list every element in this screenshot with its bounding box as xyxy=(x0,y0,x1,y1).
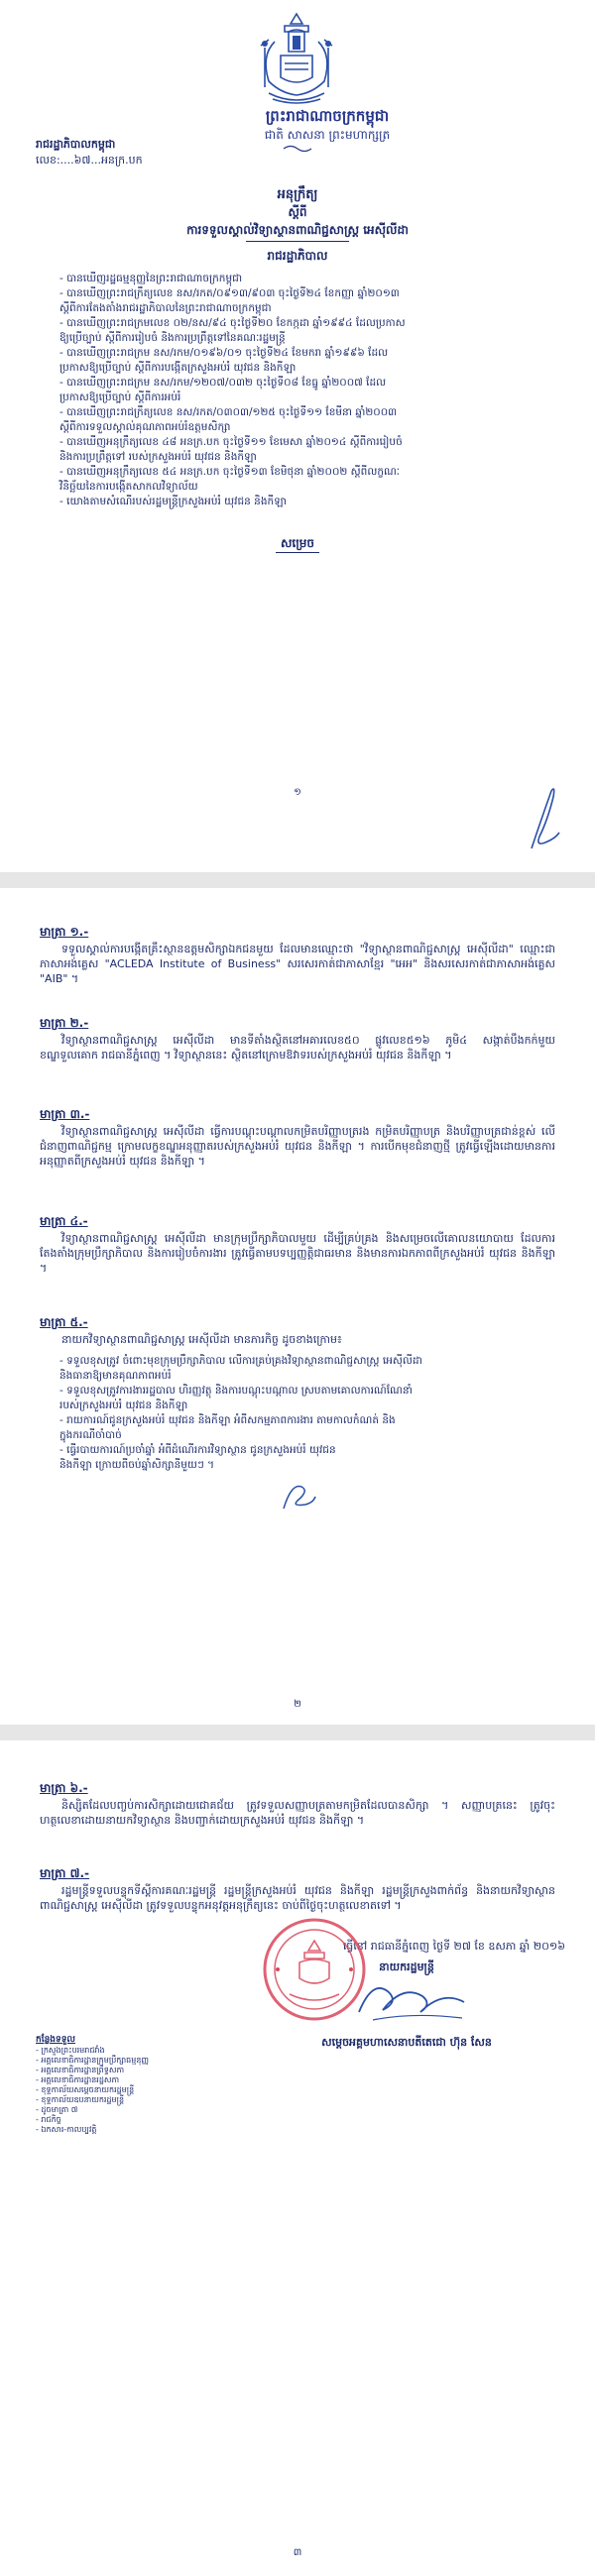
article-body: និស្សិតដែលបញ្ចប់ការសិក្សាដោយជោគជ័យ ត្រូវទទួលសញ្ញាបត្រតាមកម្រិតដែលបានសិក្សា ។ សញ្ញាបត្រនេះ ត្រូវចុះហត្ថលេខាដោយនាយកវិទ្យាស្ថាន និងបញ្ជាក់ដោយក្រសួងអប់រំ យុវជន និងកីឡា ។ xyxy=(40,1799,555,1827)
issuer-heading: រាជរដ្ឋាភិបាល xyxy=(267,249,328,263)
document-type: អនុក្រឹត្យ xyxy=(277,187,318,202)
issuing-body: រាជរដ្ឋាភិបាលកម្ពុជា xyxy=(36,138,116,151)
consideration-line: វិនិច្ឆ័យនៃការបង្កើតសាកលវិទ្យាល័យ xyxy=(60,481,198,493)
article-4 xyxy=(40,1213,555,1276)
royal-coat-of-arms-icon xyxy=(245,8,348,107)
duty-line: - រាយការណ៍ជូនក្រសួងអប់រំ យុវជន និងកីឡា អំពីសកម្មភាពការងារ តាមកាលកំណត់ និង xyxy=(60,1414,396,1426)
cc-title: កន្លែងទទួល xyxy=(36,2035,75,2045)
article-heading: មាត្រា ១.- xyxy=(40,925,89,939)
cc-item: - ដូចមាត្រា ៧ xyxy=(36,2105,78,2114)
article-1 xyxy=(40,924,555,986)
page-number: ១ xyxy=(294,787,301,798)
initials-signature-icon xyxy=(526,783,561,854)
director-duties-list xyxy=(60,1354,555,1473)
consideration-line: ប្រកាសឱ្យប្រើច្បាប់ ស្តីពីការបង្កើតក្រសួងអប់រំ យុវជន និងកីឡា xyxy=(60,362,297,374)
duty-line: របស់ក្រសួងអប់រំ យុវជន និងកីឡា xyxy=(60,1400,188,1411)
article-body: នាយកវិទ្យាស្ថានពាណិជ្ជសាស្ត្រ អេស៊ីលីដា មានភារកិច្ច ដូចខាងក្រោម៖ xyxy=(61,1333,342,1346)
ornament-divider-icon xyxy=(282,144,313,154)
consideration-line: - បានឃើញព្រះរាជក្រមលេខ ០២/នស/៩៤ ចុះថ្ងៃទី២០ ខែកក្កដា ឆ្នាំ១៩៩៤ ដែលប្រកាស xyxy=(60,317,406,329)
duty-line: និងធានាឱ្យមានគុណភាពអប់រំ xyxy=(60,1370,172,1382)
article-3 xyxy=(40,1106,555,1169)
duty-line: - ទទួលខុសត្រូវការងាររដ្ឋបាល ហិរញ្ញវត្ថុ និងការបណ្តុះបណ្តាល ស្របតាមគោលការណ៍ណែនាំ xyxy=(60,1385,413,1397)
consideration-line: និងការប្រព្រឹត្តទៅ របស់ក្រសួងអប់រំ យុវជន និងកីឡា xyxy=(60,451,257,463)
article-heading: មាត្រា ៦.- xyxy=(40,1781,88,1795)
consideration-line: - បានឃើញអនុក្រឹត្យលេខ ៥៤ អនក្រ.បក ចុះថ្ងៃទី១៣ ខែមិថុនា ឆ្នាំ២០០២ ស្តីពីលក្ខណៈ xyxy=(60,466,401,478)
consideration-line: ប្រកាសឱ្យប្រើច្បាប់ ស្តីពីការអប់រំ xyxy=(60,392,181,403)
page-number: ២ xyxy=(294,1699,301,1710)
consideration-line: - យោងតាមសំណើរបស់រដ្ឋមន្ត្រីក្រសួងអប់រំ យុវជន និងកីឡា xyxy=(60,496,287,507)
decision-underline xyxy=(276,552,319,553)
national-motto: ជាតិ សាសនា ព្រះមហាក្សត្រ xyxy=(264,128,391,142)
cc-list xyxy=(36,2034,234,2135)
consideration-line: - បានឃើញព្រះរាជក្រម នស/រកម/០១៩៦/០១ ចុះថ្ងៃទី២៤ ខែមករា ឆ្នាំ១៩៩៦ ដែល xyxy=(60,347,389,359)
initials-signature-icon xyxy=(280,1479,319,1514)
article-body: វិទ្យាស្ថានពាណិជ្ជសាស្ត្រ អេស៊ីលីដា ធ្វើការបណ្តុះបណ្តាលកម្រិតបរិញ្ញាបត្ររង កម្រិតបរិញ្ញាបត្រ និងបរិញ្ញាបត្រជាន់ខ្ពស់ លើជំនាញពាណិជ្ជកម្ម ក្រោមលក្ខខណ្ឌអនុញ្ញាតរបស់ក្រសួងអប់រំ យុវជន និងកីឡា ។ ការបើកមុខជំនាញថ្មី ត្រូវធ្វើឡើងដោយមានការអនុញ្ញាតពីក្រសួងអប់រំ យុវជន និងកីឡា ។ xyxy=(40,1125,555,1168)
consideration-line: - បានឃើញរដ្ឋធម្មនុញ្ញនៃព្រះរាជាណាចក្រកម្ពុជា xyxy=(60,273,243,284)
cc-item: - អគ្គលេខាធិការដ្ឋានរដ្ឋសភា xyxy=(36,2075,120,2084)
article-heading: មាត្រា ៥.- xyxy=(40,1315,88,1329)
consideration-line: - បានឃើញព្រះរាជក្រឹត្យលេខ នស/រកត/០៣០៣/១២៥ ចុះថ្ងៃទី១១ ខែមីនា ឆ្នាំ២០០៣ xyxy=(60,406,398,418)
document-page-3 xyxy=(0,1740,595,2576)
cc-item: - អគ្គលេខាធិការដ្ឋានព្រឹទ្ធសភា xyxy=(36,2066,125,2074)
consideration-line: ស្តីពីការតែងតាំងរាជរដ្ឋាភិបាលនៃព្រះរាជាណាចក្រកម្ពុជា xyxy=(60,302,272,314)
article-body: វិទ្យាស្ថានពាណិជ្ជសាស្ត្រ អេស៊ីលីដា មានក្រុមប្រឹក្សាភិបាលមួយ ដើម្បីគ្រប់គ្រង និងសម្រេចលើគោលនយោបាយ ដែលការតែងតាំងក្រុមប្រឹក្សាភិបាល និងការរៀបចំការងារ ត្រូវធ្វើតាមបទប្បញ្ញត្តិជាធរមាន និងមានការឯកភាពពីក្រសួងអប់រំ យុវជន និងកីឡា ។ xyxy=(40,1232,555,1275)
page-number: ៣ xyxy=(293,2547,302,2558)
prime-minister-signature-icon xyxy=(353,1972,472,2028)
document-subject: ការទទួលស្គាល់វិទ្យាស្ថានពាណិជ្ជសាស្ត្រ អេស៊ីលីដា xyxy=(186,223,409,237)
duty-line: និងកីឡា ក្រោយពីចប់ឆ្នាំសិក្សានីមួយៗ ។ xyxy=(60,1459,215,1471)
kingdom-title: ព្រះរាជាណាចក្រកម្ពុជា xyxy=(265,107,390,125)
cc-item: - ក្រសួងព្រះបរមរាជវាំង xyxy=(36,2046,105,2055)
decision-heading: សម្រេច xyxy=(280,536,315,550)
document-about: ស្តីពី xyxy=(288,205,307,219)
date-line: ធ្វើនៅ រាជធានីភ្នំពេញ ថ្ងៃទី ២៧ ខែ ឧសភា ឆ្នាំ ២០១៦ xyxy=(342,1940,565,1953)
article-heading: មាត្រា ៣.- xyxy=(40,1107,90,1121)
article-body: ទទួលស្គាល់ការបង្កើតគ្រឹះស្ថានឧត្តមសិក្សាឯកជនមួយ ដែលមានឈ្មោះថា "វិទ្យាស្ថានពាណិជ្ជសាស្ត្រ អេស៊ីលីដា" ឈ្មោះជាភាសាអង់គ្លេស "ACLEDA Institute of Business" សរសេរកាត់ជាភាសាខ្មែរ "អេអ" និងសរសេរកាត់ជាភាសាអង់គ្លេស "AIB" ។ xyxy=(40,943,555,985)
consideration-line: ស្តីពីការទទួលស្គាល់គុណភាពអប់រំឧត្តមសិក្សា xyxy=(60,421,231,433)
article-heading: មាត្រា ២.- xyxy=(40,1016,89,1030)
article-5 xyxy=(40,1314,555,1347)
cc-item: - ឯកសារ-កាលប្បវត្តិ xyxy=(36,2125,97,2134)
document-page-1 xyxy=(0,0,595,872)
article-7 xyxy=(40,1865,555,1913)
consideration-line: - បានឃើញព្រះរាជក្រម នស/រកម/១២០៧/០៣២ ចុះថ្ងៃទី០៨ ខែធ្នូ ឆ្នាំ២០០៧ ដែល xyxy=(60,377,387,389)
consideration-line: - បានឃើញព្រះរាជក្រឹត្យលេខ នស/រកត/០៩១៣/៩០៣ ចុះថ្ងៃទី២៤ ខែកញ្ញា ឆ្នាំ២០១៣ xyxy=(60,287,400,299)
duty-line: - ទទួលខុសត្រូវ ចំពោះមុខក្រុមប្រឹក្សាភិបាល លើការគ្រប់គ្រងវិទ្យាស្ថានពាណិជ្ជសាស្ត្រ អេស៊ីលីដា xyxy=(60,1355,422,1367)
consideration-line: - បានឃើញអនុក្រឹត្យលេខ ៤៨ អនក្រ.បក ចុះថ្ងៃទី១១ ខែមេសា ឆ្នាំ២០១៤ ស្តីពីការរៀបចំ xyxy=(60,436,403,448)
considerations-list xyxy=(60,272,555,509)
duty-line: - ធ្វើរបាយការណ៍ប្រចាំឆ្នាំ អំពីដំណើរការវិទ្យាស្ថាន ជូនក្រសួងអប់រំ យុវជន xyxy=(60,1444,336,1456)
cc-item: - ខុទ្ទកាល័យឧបនាយករដ្ឋមន្ត្រី xyxy=(36,2095,125,2104)
cc-item: - រាជកិច្ច xyxy=(36,2115,61,2124)
signer-name: សម្តេចអគ្គមហាសេនាបតីតេជោ ហ៊ុន សែន xyxy=(321,2036,492,2049)
reference-number: លេខ:....៦៧...អនក្រ.បក xyxy=(36,154,143,167)
article-2 xyxy=(40,1015,555,1063)
consideration-line: ឱ្យប្រើច្បាប់ ស្តីពីការរៀបចំ និងការប្រព្រឹត្តទៅនៃគណៈរដ្ឋមន្ត្រី xyxy=(60,332,286,344)
article-body: វិទ្យាស្ថានពាណិជ្ជសាស្ត្រ អេស៊ីលីដា មានទីតាំងស្ថិតនៅអគារលេខ៥០ ផ្លូវលេខ៥១៦ ភូមិ៤ សង្កាត់បឹងកក់មួយ ខណ្ឌទួលគោក រាជធានីភ្នំពេញ ។ វិទ្យាស្ថាននេះ ស្ថិតនៅក្រោមឱវាទរបស់ក្រសួងអប់រំ យុវជន និងកីឡា ។ xyxy=(40,1034,555,1062)
cc-item: - អគ្គលេខាធិការដ្ឋានក្រុមប្រឹក្សាធម្មនុញ្ញ xyxy=(36,2056,150,2065)
official-stamp-icon xyxy=(260,1915,369,2024)
document-page-2 xyxy=(0,888,595,1725)
cc-item: - ខុទ្ទកាល័យសម្តេចនាយករដ្ឋមន្ត្រី xyxy=(36,2085,135,2094)
duty-line: ក្នុងករណីចាំបាច់ xyxy=(60,1429,122,1441)
subject-underline xyxy=(246,241,349,242)
article-6 xyxy=(40,1780,555,1828)
signer-title: នាយករដ្ឋមន្ត្រី xyxy=(379,1960,434,1973)
article-body: រដ្ឋមន្ត្រីទទួលបន្ទុកទីស្តីការគណៈរដ្ឋមន្ត្រី រដ្ឋមន្ត្រីក្រសួងអប់រំ យុវជន និងកីឡា រដ្ឋមន្ត្រីក្រសួងពាក់ព័ន្ធ និងនាយកវិទ្យាស្ថានពាណិជ្ជសាស្ត្រ អេស៊ីលីដា ត្រូវទទួលបន្ទុកអនុវត្តអនុក្រឹត្យនេះ ចាប់ពីថ្ងៃចុះហត្ថលេខាតទៅ ។ xyxy=(40,1884,555,1912)
article-heading: មាត្រា ៧.- xyxy=(40,1866,89,1880)
article-heading: មាត្រា ៤.- xyxy=(40,1214,88,1228)
